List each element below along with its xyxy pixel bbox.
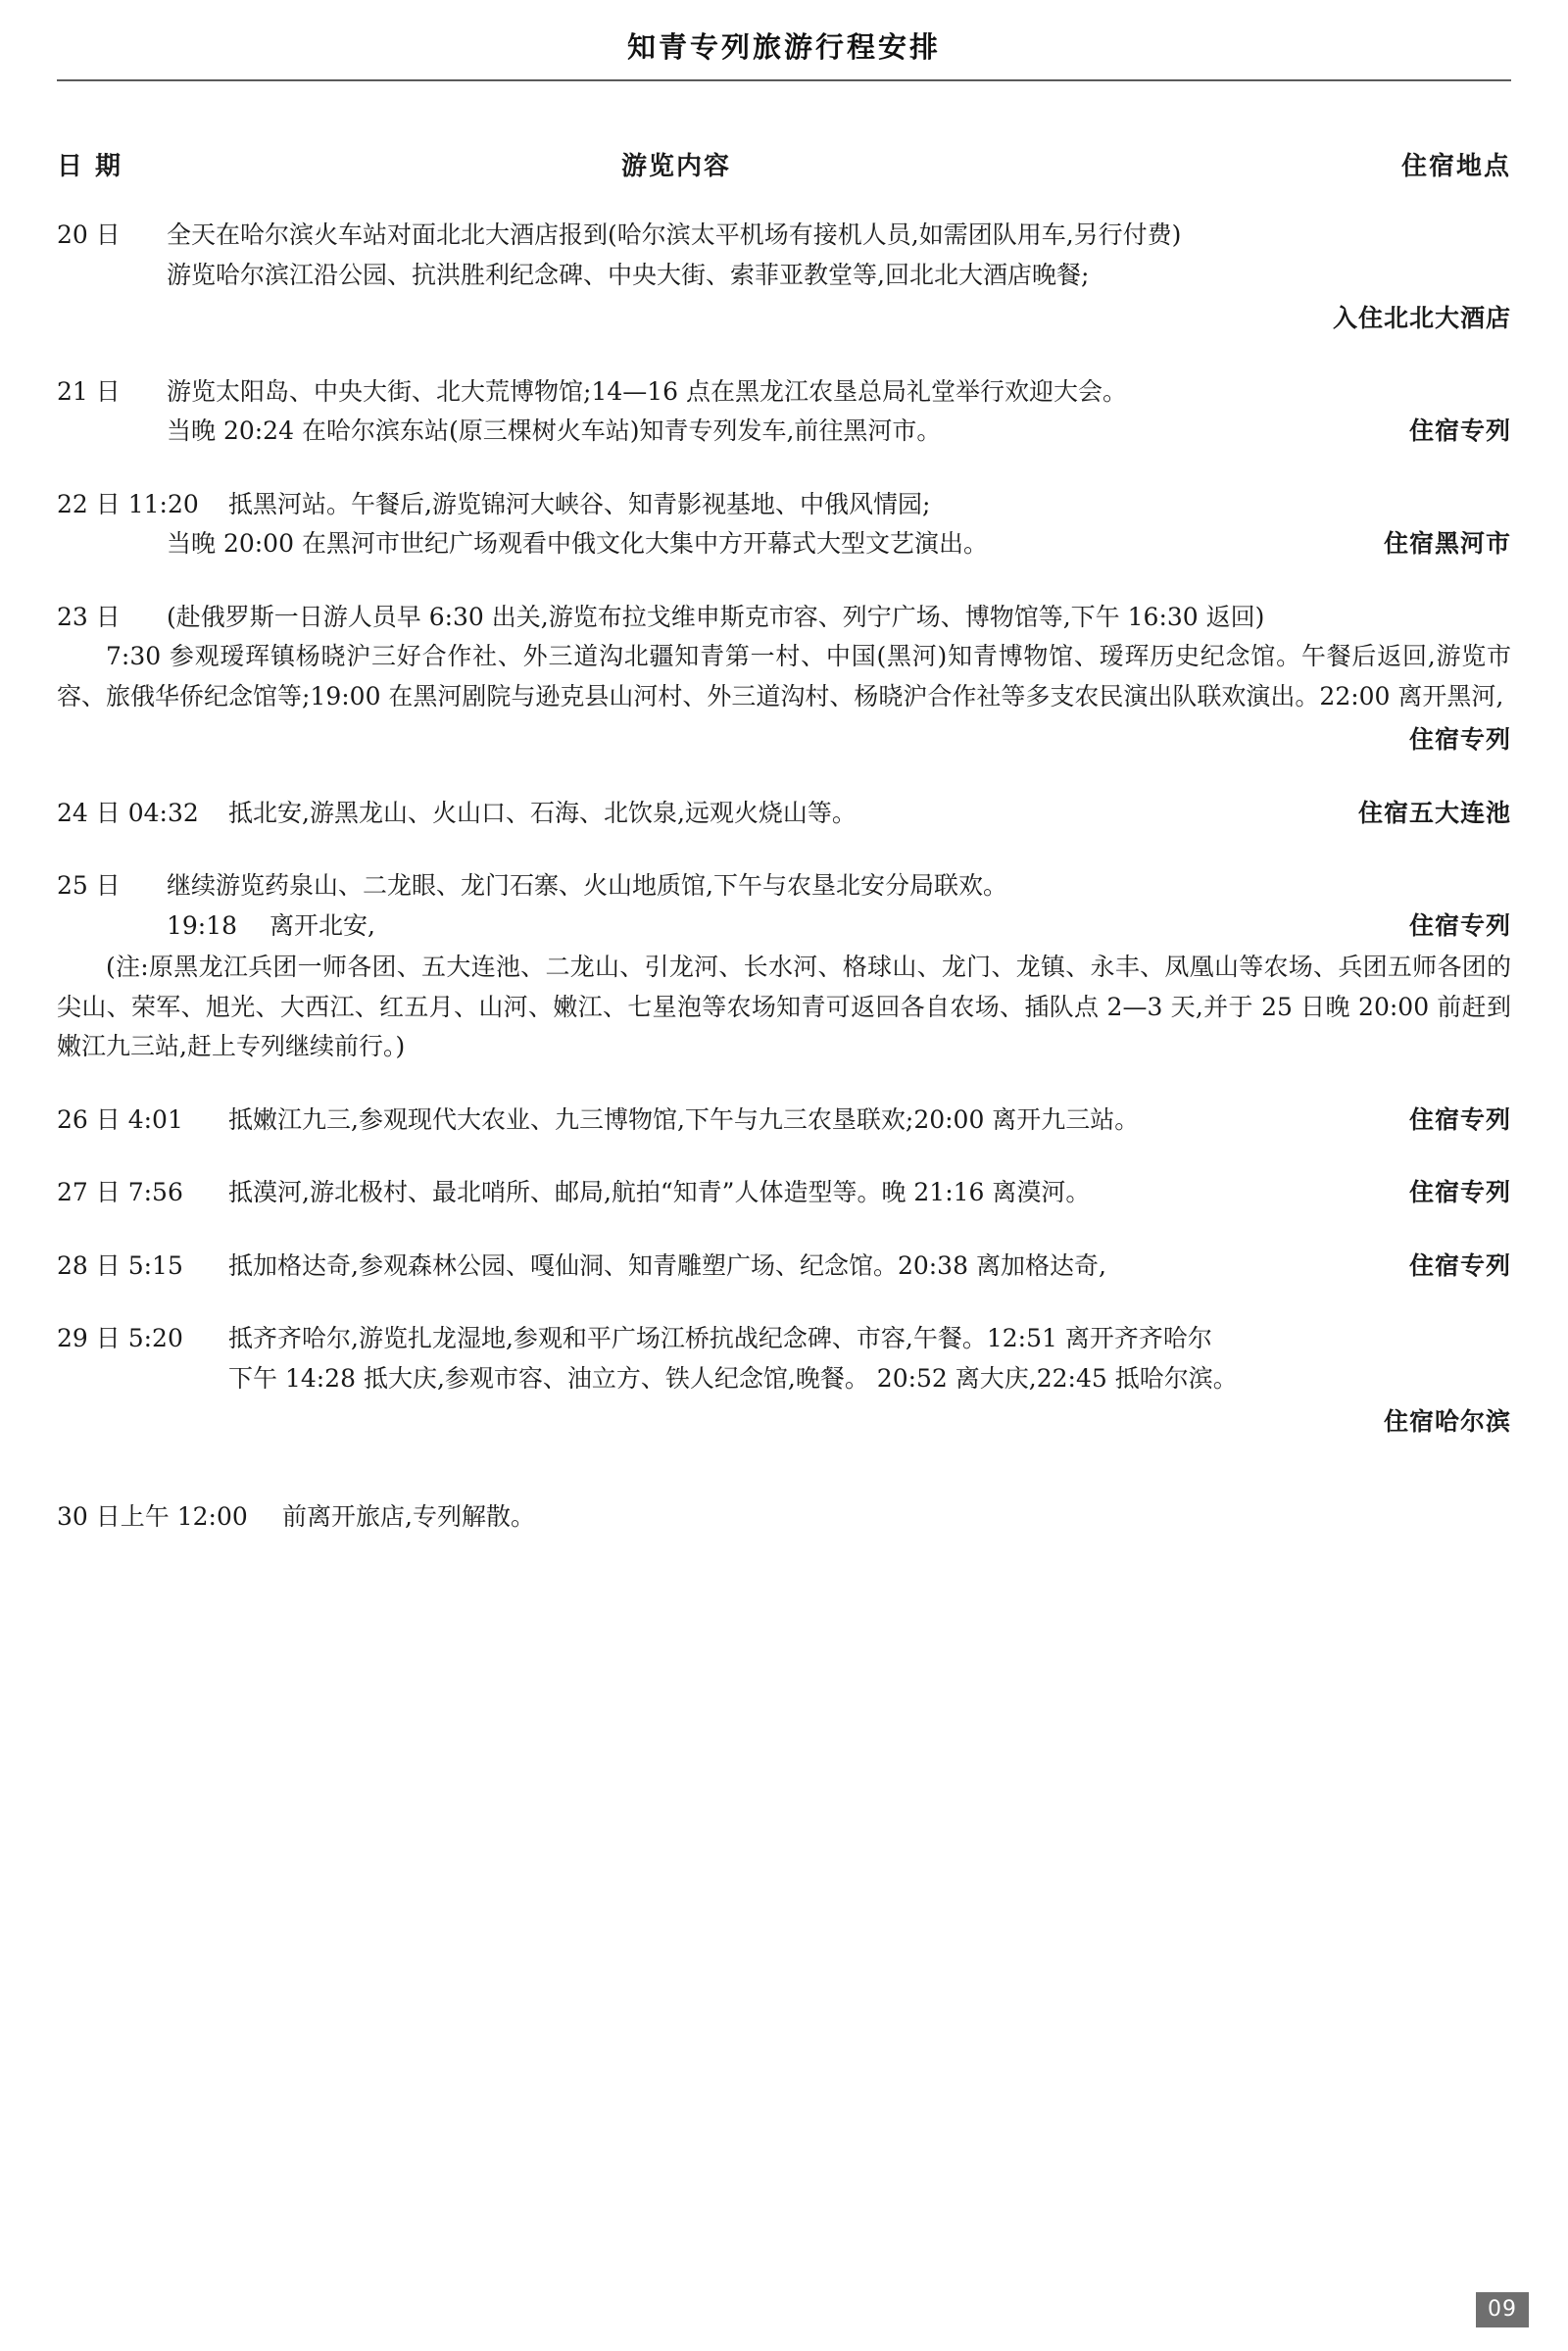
itinerary-entry-28 [57, 1247, 1511, 1287]
entry-line: 抵黑河站。午餐后,游览锦河大峡谷、知青影视基地、中俄风情园; [228, 489, 931, 518]
entry-line: 抵北安,游黑龙山、火山口、石海、北饮泉,远观火烧山等。 [228, 798, 857, 827]
entry-date: 22 日 11:20 [57, 489, 199, 518]
entry-line: 抵嫩江九三,参观现代大农业、九三博物馆,下午与九三农垦联欢;20:00 离开九三站。 [228, 1104, 1140, 1134]
page-number: 09 [1476, 2292, 1529, 2327]
itinerary-entry-22 [57, 485, 1511, 564]
entry-stay: 住宿哈尔滨 [1383, 1407, 1511, 1436]
entry-date: 25 日 [57, 871, 121, 900]
page-title: 知青专列旅游行程安排 [626, 30, 941, 64]
entry-stay: 住宿专列 [1408, 416, 1511, 445]
itinerary-entry-27 [57, 1173, 1511, 1213]
entry-date: 30 日上午 12:00 [57, 1501, 248, 1531]
entry-line: 继续游览药泉山、二龙眼、龙门石寨、火山地质馆,下午与农垦北安分局联欢。 [167, 871, 1007, 900]
itinerary-entry-20 [57, 216, 1511, 339]
entry-date: 24 日 04:32 [57, 798, 199, 827]
entry-line: 前离开旅店,专列解散。 [282, 1501, 535, 1531]
document-header [57, 0, 1511, 79]
column-headers [57, 146, 1511, 182]
entry-note [57, 948, 1511, 1067]
entry-line: 抵漠河,游北极村、最北哨所、邮局,航拍“知青”人体造型等。晚 21:16 离漠河。 [228, 1178, 1091, 1206]
itinerary-entry-24 [57, 794, 1511, 834]
entry-line: 抵齐齐哈尔,游览扎龙湿地,参观和平广场江桥抗战纪念碑、市容,午餐。12:51 离开齐齐哈尔 [228, 1324, 1212, 1352]
itinerary-entry-23 [57, 598, 1511, 760]
entry-line: 游览哈尔滨江沿公园、抗洪胜利纪念碑、中央大街、索菲亚教堂等,回北北大酒店晚餐; [167, 260, 1090, 289]
entry-date: 27 日 7:56 [57, 1178, 183, 1206]
entry-stay: 住宿专列 [1408, 1250, 1511, 1280]
column-header-stay: 住宿地点 [1400, 152, 1511, 181]
entry-stay: 住宿专列 [1408, 725, 1511, 754]
entry-line: 全天在哈尔滨火车站对面北北大酒店报到(哈尔滨太平机场有接机人员,如需团队用车,另行付费) [167, 220, 1182, 249]
entry-stay: 住宿专列 [1408, 910, 1511, 940]
entry-date: 29 日 5:20 [57, 1324, 183, 1352]
entry-stay: 入住北北大酒店 [1332, 304, 1511, 332]
entry-note-text: (注:原黑龙江兵团一师各团、五大连池、二龙山、引龙河、长水河、格球山、龙门、龙镇、永丰、凤凰山等农场、兵团五师各团的尖山、荣军、旭光、大西江、红五月、山河、嫩江、七星泡等农场知青可返回各自农场、插队点 2—3 天,并于 25 日晚 20:00 前赶到嫩江九三站,赶上专列继续前行。) [57, 953, 1511, 1060]
entry-date: 28 日 5:15 [57, 1250, 183, 1280]
entry-stay: 住宿五大连池 [1357, 798, 1511, 827]
entry-line: 19:18 离开北安, [167, 910, 375, 940]
itinerary-entry-21 [57, 372, 1511, 452]
entry-stay: 住宿专列 [1408, 1104, 1511, 1134]
entry-line: (赴俄罗斯一日游人员早 6:30 出关,游览布拉戈维申斯克市容、列宁广场、博物馆等,下午 16:30 返回) [167, 602, 1265, 631]
entry-date: 20 日 [57, 220, 121, 249]
entry-stay: 住宿专列 [1408, 1178, 1511, 1206]
header-divider [57, 79, 1511, 81]
entry-line: 下午 14:28 抵大庆,参观市容、油立方、铁人纪念馆,晚餐。 20:52 离大庆,22:45 抵哈尔滨。 [228, 1363, 1238, 1393]
itinerary-entry-29 [57, 1319, 1511, 1443]
entry-date: 26 日 4:01 [57, 1104, 183, 1134]
column-header-content: 游览内容 [620, 152, 731, 181]
column-header-date: 日 期 [57, 152, 123, 181]
entry-stay: 住宿黑河市 [1383, 529, 1511, 558]
entry-line: 当晚 20:24 在哈尔滨东站(原三棵树火车站)知青专列发车,前往黑河市。 [167, 416, 942, 445]
entry-paragraph: 7:30 参观瑷珲镇杨晓沪三好合作社、外三道沟北疆知青第一村、中国(黑河)知青博物馆、瑷珲历史纪念馆。午餐后返回,游览市容、旅俄华侨纪念馆等;19:00 在黑河剧院与逊克县山河村、外三道沟村、杨晓沪合作社等多支农民演出队联欢演出。22:00 离开黑河, [57, 642, 1511, 710]
entry-date: 23 日 [57, 602, 121, 631]
entry-line: 游览太阳岛、中央大街、北大荒博物馆;14—16 点在黑龙江农垦总局礼堂举行欢迎大会。 [167, 376, 1127, 406]
entry-line: 当晚 20:00 在黑河市世纪广场观看中俄文化大集中方开幕式大型文艺演出。 [167, 529, 988, 558]
entry-line: 抵加格达奇,参观森林公园、嘎仙洞、知青雕塑广场、纪念馆。20:38 离加格达奇, [228, 1250, 1106, 1280]
entry-date: 21 日 [57, 376, 121, 406]
itinerary-entry-25 [57, 866, 1511, 1067]
itinerary-entry-26 [57, 1101, 1511, 1141]
itinerary-entry-30 [57, 1497, 1511, 1538]
